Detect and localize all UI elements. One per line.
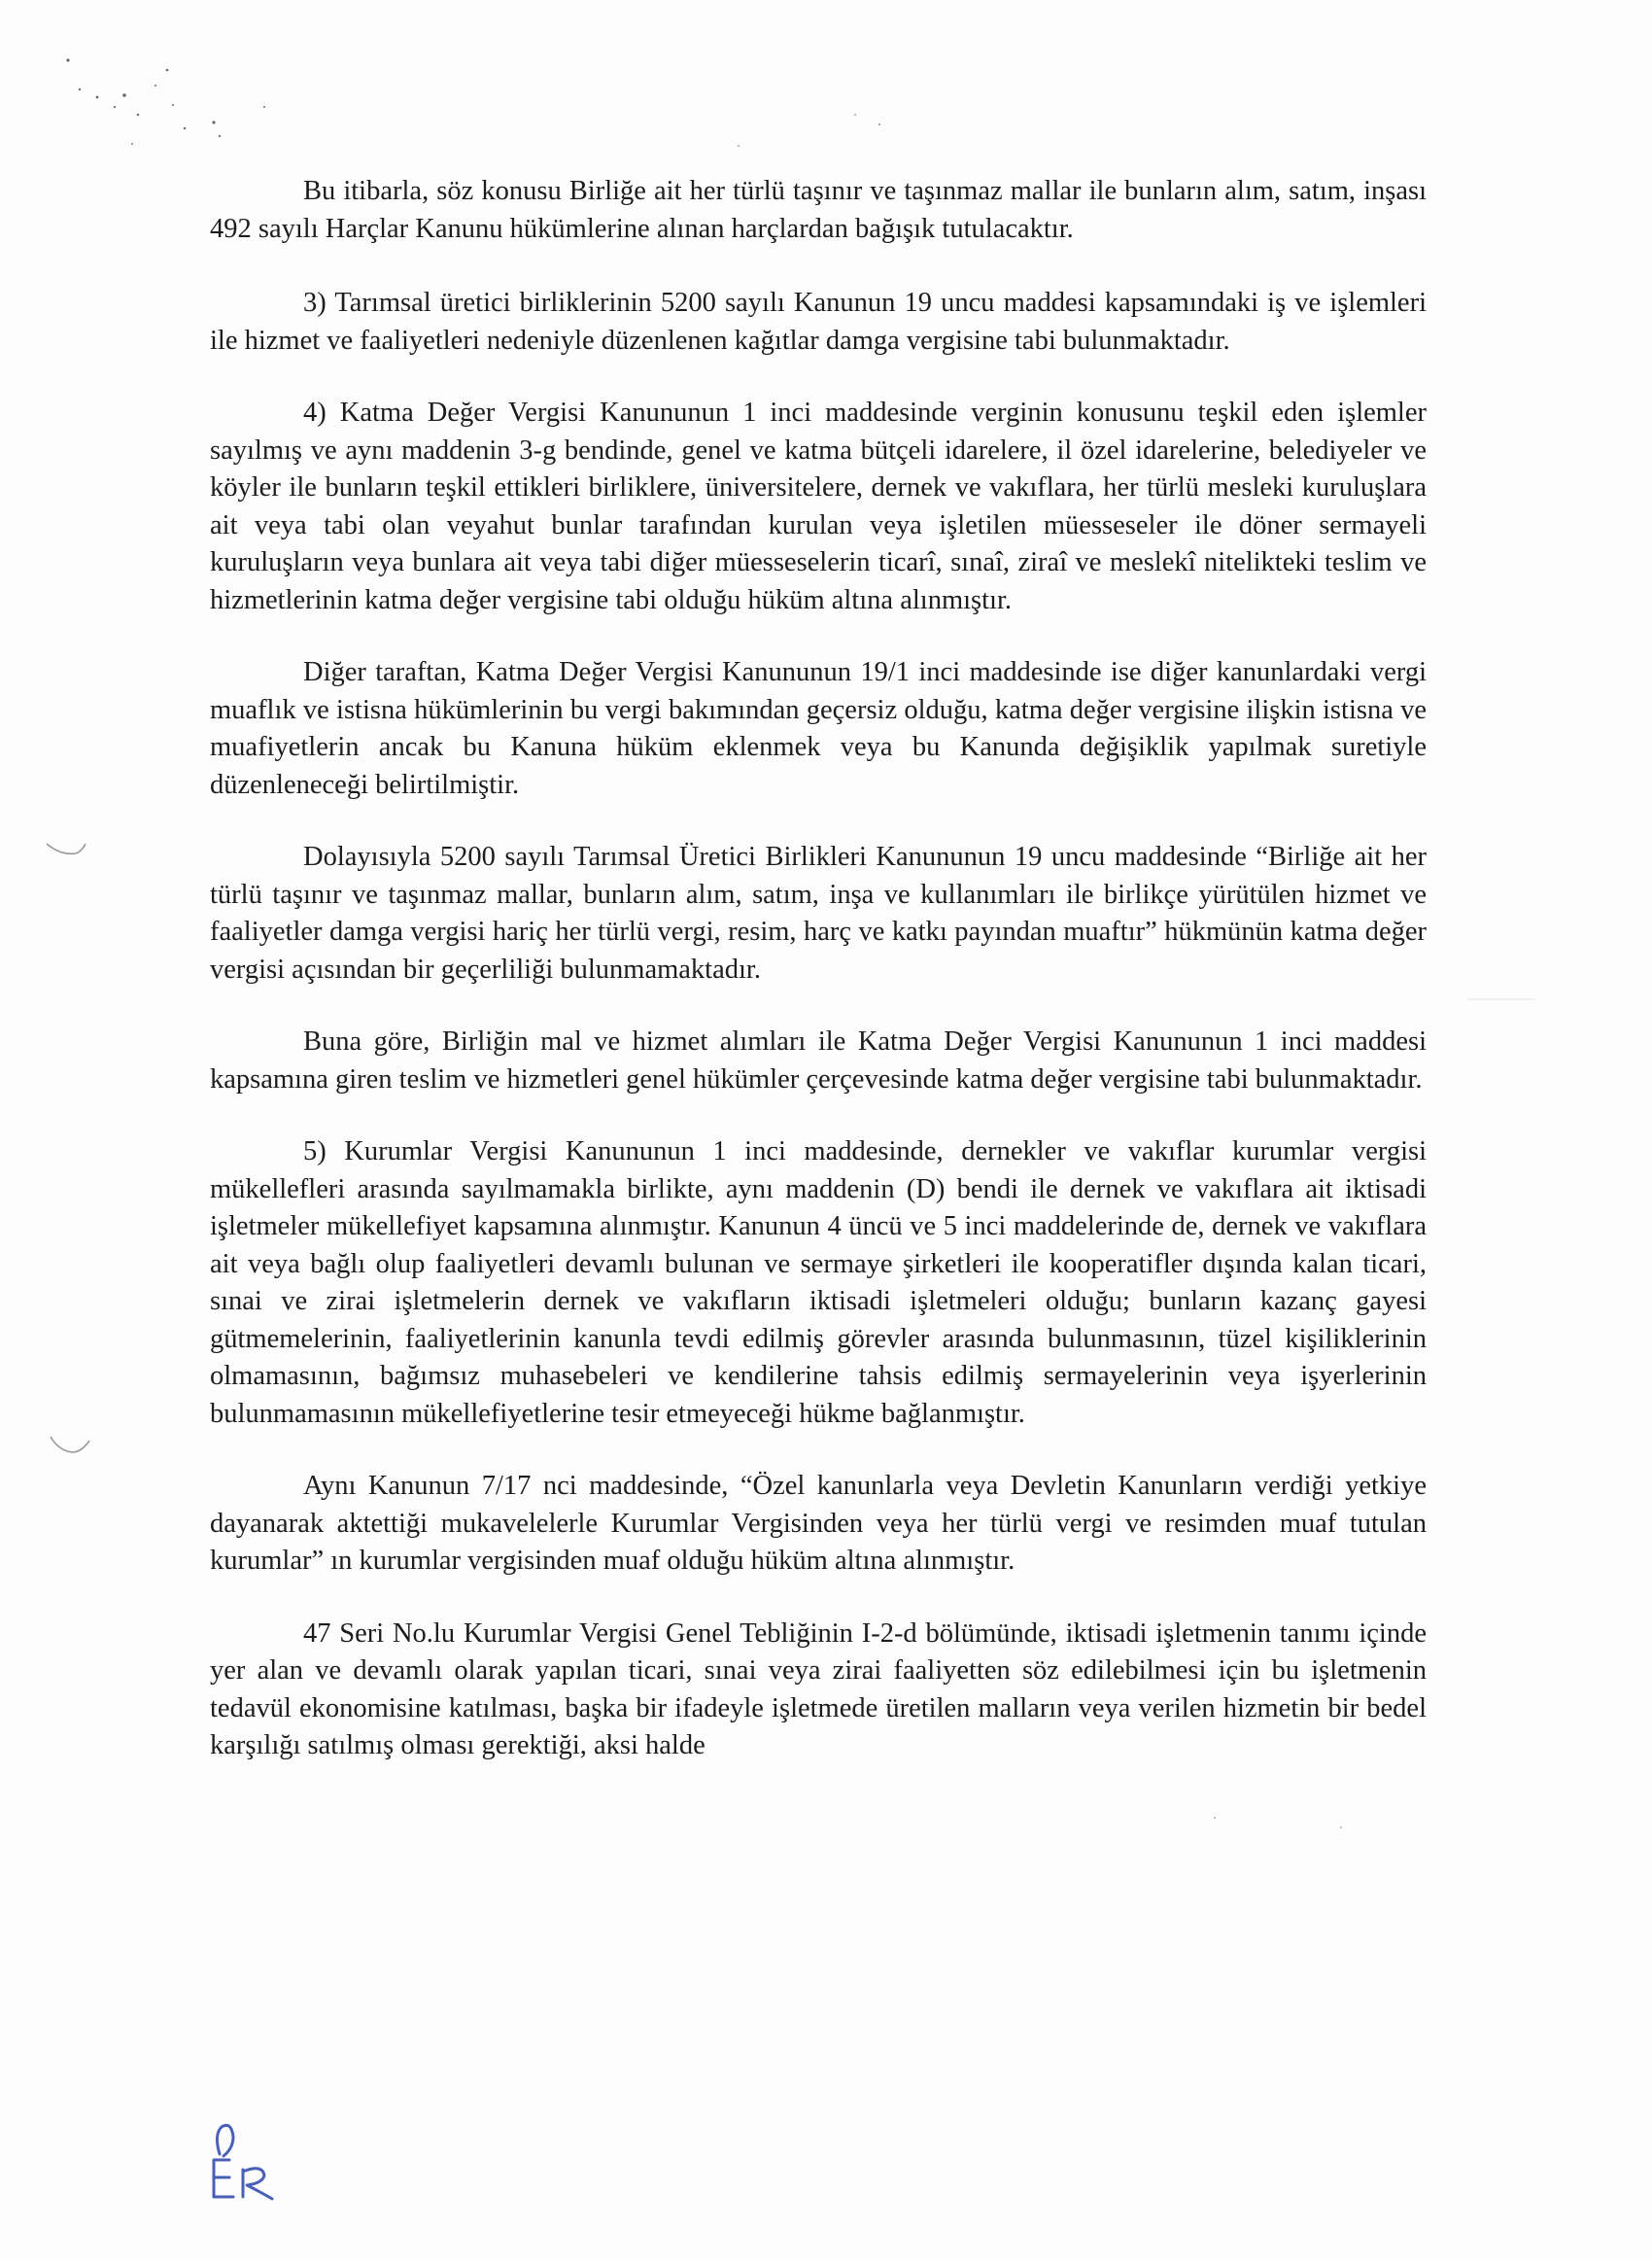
paragraph-kdv-konusu: 4) Katma Değer Vergisi Kanununun 1 inci maddesinde verginin konusunu teşkil eden işlemler sayılmış ve aynı maddenin 3-g bendinde, genel ve katma bütçeli idarelere, il özel idarelerine, belediyeler ve köyler ile bunların teşkil ettikleri birliklere, üniversitelere, dernek ve vakıflara, her türlü mesleki kuruluşlara ait veya tabi olan veyahut bunlar tarafından kurulan veya işletilen müesseseler ile döner sermayeli kuruluşların veya bunlara ait veya tabi diğer müesseselerin ticarî, sınaî, ziraî ve meslekî nitelikteki teslim ve hizmetlerinin katma değer vergisine tabi olduğu hüküm altına alınmıştır. <box>210 398 1427 615</box>
paragraph-47-seri-teblig: 47 Seri No.lu Kurumlar Vergisi Genel Tebliğinin I-2-d bölümünde, iktisadi işletmenin tanımı içinde yer alan ve devamlı olarak yapılan ticari, sınai veya zirai faaliyetten söz edilebilmesi için bu işletmenin tedavül ekonomisine katılması, başka bir ifadeyle işletmede üretilen malların veya verilen hizmetin bir bedel karşılığı satılmış olması gerektiği, aksi halde <box>210 1617 1427 1760</box>
paragraph-madde-7-17: Aynı Kanunun 7/17 nci maddesinde, “Özel kanunlarla veya Devletin Kanunların verdiği yetkiye dayanarak aktettiği mukavelelerle Kurumlar Vergisinden veya her türlü vergi ve resimden muaf tutulan kurumlar” ın kurumlar vergisinden muaf olduğu hüküm altına alınmıştır. <box>210 1471 1427 1576</box>
paragraph-birlik-kdv: Buna göre, Birliğin mal ve hizmet alımları ile Katma Değer Vergisi Kanununun 1 inci maddesi kapsamına giren teslim ve hizmetleri genel hükümler çerçevesinde katma değer vergisine tabi bulunmaktadır. <box>210 1026 1427 1095</box>
paragraph-damga-vergisi: 3) Tarımsal üretici birliklerinin 5200 sayılı Kanunun 19 uncu maddesi kapsamındaki iş ve işlemleri ile hizmet ve faaliyetleri nedeniyle düzenlenen kağıtlar damga vergisine tabi bulunmaktadır. <box>210 288 1427 356</box>
handwritten-initials <box>200 2115 307 2203</box>
document-body <box>210 173 1427 1800</box>
paragraph-5200-madde-19: Dolayısıyla 5200 sayılı Tarımsal Üretici Birlikleri Kanununun 19 uncu maddesinde “Birliğe ait her türlü taşınır ve taşınmaz mallar, bunların alım, satım, inşa ve kullanımları ile birlikçe yürütülen hizmet ve faaliyetler damga vergisi hariç her türlü vergi, resim, harç ve katkı payından muaftır” hükmünün katma değer vergisi açısından bir geçerliliği bulunmamaktadır. <box>210 842 1427 985</box>
paragraph-kurumlar-vergisi: 5) Kurumlar Vergisi Kanununun 1 inci maddesinde, dernekler ve vakıflar kurumlar vergisi mükellefleri arasında sayılmamakla birlikte, aynı maddenin (D) bendi ile dernek ve vakıflara ait iktisadi işletmeler mükellefiyet kapsamına alınmıştır. Kanunun 4 üncü ve 5 inci maddelerinde de, dernek ve vakıflara ait veya bağlı olup faaliyetleri devamlı bulunan ve sermaye şirketleri ile kooperatifler dışında kalan ticari, sınai ve zirai işletmelerin dernek ve vakıfların iktisadi işletmeleri olduğu; bunların kazanç gayesi gütmemelerinin, faaliyetlerinin kanunla tevdi edilmiş görevler arasında bulunmasının, tüzel kişiliklerinin olmamasının, bağımsız muhasebeleri ve kendilerine tahsis edilmiş sermayelerinin veya işyerlerinin bulunmamasının mükellefiyetlerine tesir etmeyeceği hükme bağlanmıştır. <box>210 1136 1427 1429</box>
paragraph-kdv-istisna: Diğer taraftan, Katma Değer Vergisi Kanununun 19/1 inci maddesinde ise diğer kanunlardaki vergi muaflık ve istisna hükümlerinin bu vergi bakımından geçersiz olduğu, katma değer vergisine ilişkin istisna ve muafiyetlerin ancak bu Kanuna hüküm eklenmek veya bu Kanunda değişiklik yapılmak suretiyle düzenleneceği belirtilmiştir. <box>210 657 1427 800</box>
paragraph-harclar: Bu itibarla, söz konusu Birliğe ait her türlü taşınır ve taşınmaz mallar ile bunların alım, satım, inşası 492 sayılı Harçlar Kanunu hükümlerine alınan harçlardan bağışık tutulacaktır. <box>210 176 1427 244</box>
